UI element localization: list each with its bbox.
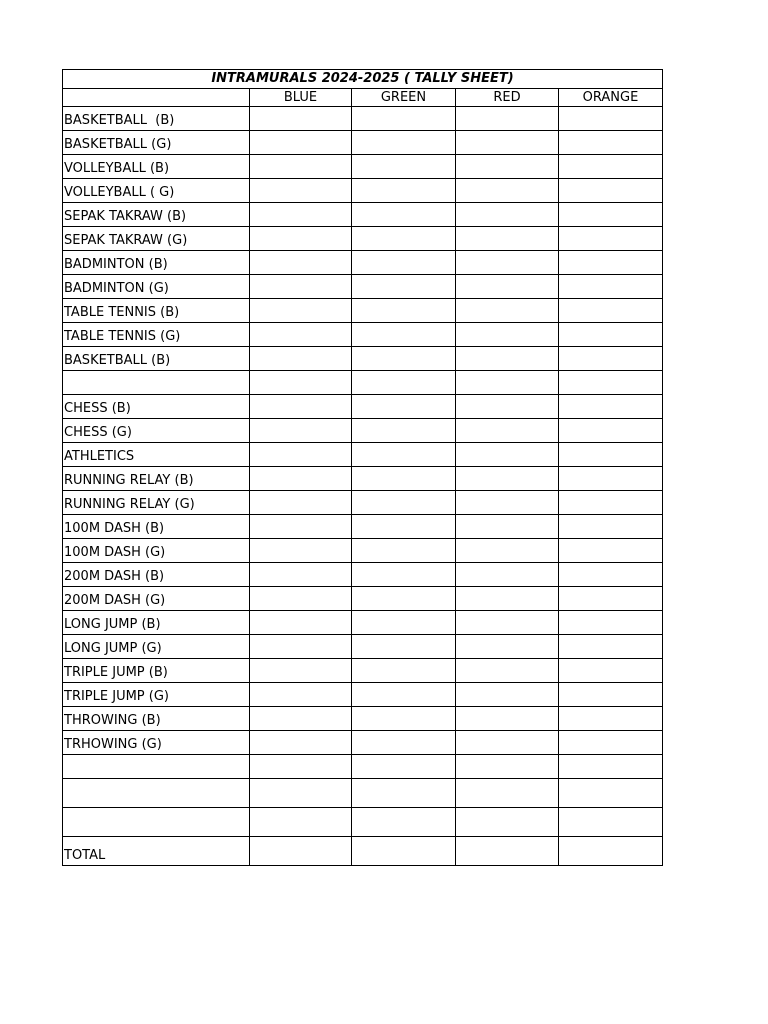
score-cell-orange[interactable] (559, 755, 663, 779)
title-row (63, 70, 663, 89)
score-cell-blue[interactable] (250, 611, 352, 635)
score-cell-red[interactable] (456, 419, 559, 443)
table-row (63, 563, 663, 587)
table-row (63, 467, 663, 491)
score-cell-red[interactable] (456, 683, 559, 707)
score-cell-orange[interactable] (559, 179, 663, 203)
event-name-cell: TRHOWING (G) (63, 731, 250, 755)
score-cell-green[interactable] (352, 491, 456, 515)
table-row (63, 539, 663, 563)
score-cell-red[interactable] (456, 731, 559, 755)
table-row (63, 755, 663, 779)
score-cell-red[interactable] (456, 611, 559, 635)
score-cell-red[interactable] (456, 707, 559, 731)
table-row (63, 611, 663, 635)
score-cell-orange[interactable] (559, 275, 663, 299)
event-name-cell: TABLE TENNIS (G) (63, 323, 250, 347)
score-cell-green[interactable] (352, 203, 456, 227)
table-row (63, 515, 663, 539)
table-row (63, 707, 663, 731)
score-cell-red[interactable] (456, 179, 559, 203)
score-cell-orange[interactable] (559, 467, 663, 491)
score-cell-blue[interactable] (250, 131, 352, 155)
score-cell-red[interactable] (456, 131, 559, 155)
score-cell-red[interactable] (456, 837, 559, 866)
score-cell-blue[interactable] (250, 659, 352, 683)
score-cell-green[interactable] (352, 539, 456, 563)
score-cell-red[interactable] (456, 251, 559, 275)
score-cell-red[interactable] (456, 808, 559, 837)
score-cell-green[interactable] (352, 779, 456, 808)
event-name-cell (63, 371, 250, 395)
score-cell-blue[interactable] (250, 419, 352, 443)
tally-sheet-body (63, 70, 663, 866)
score-cell-blue[interactable] (250, 251, 352, 275)
header-event-cell (63, 89, 250, 107)
score-cell-green[interactable] (352, 707, 456, 731)
event-name-cell (63, 779, 250, 808)
score-cell-red[interactable] (456, 539, 559, 563)
score-cell-green[interactable] (352, 587, 456, 611)
header-team-orange: ORANGE (559, 89, 663, 107)
table-row (63, 323, 663, 347)
event-name-cell: 200M DASH (G) (63, 587, 250, 611)
score-cell-orange[interactable] (559, 611, 663, 635)
score-cell-blue[interactable] (250, 347, 352, 371)
event-name-cell (63, 808, 250, 837)
score-cell-blue[interactable] (250, 227, 352, 251)
score-cell-blue[interactable] (250, 707, 352, 731)
table-row (63, 731, 663, 755)
tally-sheet-table (62, 69, 663, 866)
score-cell-red[interactable] (456, 323, 559, 347)
table-row (63, 587, 663, 611)
score-cell-blue[interactable] (250, 443, 352, 467)
score-cell-orange[interactable] (559, 131, 663, 155)
score-cell-red[interactable] (456, 395, 559, 419)
score-cell-red[interactable] (456, 755, 559, 779)
score-cell-red[interactable] (456, 203, 559, 227)
table-row (63, 155, 663, 179)
score-cell-orange[interactable] (559, 419, 663, 443)
score-cell-green[interactable] (352, 371, 456, 395)
score-cell-red[interactable] (456, 635, 559, 659)
score-cell-orange[interactable] (559, 107, 663, 131)
score-cell-blue[interactable] (250, 395, 352, 419)
table-row (63, 203, 663, 227)
score-cell-orange[interactable] (559, 563, 663, 587)
event-name-cell (63, 755, 250, 779)
header-team-green: GREEN (352, 89, 456, 107)
score-cell-orange[interactable] (559, 539, 663, 563)
score-cell-green[interactable] (352, 395, 456, 419)
score-cell-red[interactable] (456, 155, 559, 179)
score-cell-green[interactable] (352, 683, 456, 707)
score-cell-blue[interactable] (250, 731, 352, 755)
score-cell-orange[interactable] (559, 251, 663, 275)
table-row (63, 443, 663, 467)
event-name-cell: 100M DASH (G) (63, 539, 250, 563)
score-cell-green[interactable] (352, 107, 456, 131)
score-cell-orange[interactable] (559, 491, 663, 515)
event-name-cell: BASKETBALL (B) (63, 107, 250, 131)
score-cell-red[interactable] (456, 275, 559, 299)
table-row (63, 347, 663, 371)
table-row (63, 837, 663, 866)
score-cell-orange[interactable] (559, 155, 663, 179)
score-cell-red[interactable] (456, 299, 559, 323)
score-cell-blue[interactable] (250, 203, 352, 227)
score-cell-green[interactable] (352, 347, 456, 371)
table-row (63, 131, 663, 155)
score-cell-green[interactable] (352, 611, 456, 635)
score-cell-green[interactable] (352, 131, 456, 155)
score-cell-green[interactable] (352, 635, 456, 659)
event-name-cell: LONG JUMP (B) (63, 611, 250, 635)
score-cell-blue[interactable] (250, 808, 352, 837)
score-cell-orange[interactable] (559, 683, 663, 707)
score-cell-blue[interactable] (250, 323, 352, 347)
event-name-cell: BADMINTON (G) (63, 275, 250, 299)
table-row (63, 107, 663, 131)
score-cell-red[interactable] (456, 563, 559, 587)
table-row (63, 491, 663, 515)
event-name-cell: CHESS (B) (63, 395, 250, 419)
event-name-cell: TRIPLE JUMP (B) (63, 659, 250, 683)
score-cell-green[interactable] (352, 515, 456, 539)
score-cell-blue[interactable] (250, 491, 352, 515)
score-cell-orange[interactable] (559, 371, 663, 395)
score-cell-red[interactable] (456, 515, 559, 539)
table-row (63, 659, 663, 683)
score-cell-orange[interactable] (559, 659, 663, 683)
score-cell-orange[interactable] (559, 707, 663, 731)
score-cell-blue[interactable] (250, 275, 352, 299)
event-name-cell: SEPAK TAKRAW (B) (63, 203, 250, 227)
event-name-cell: LONG JUMP (G) (63, 635, 250, 659)
score-cell-blue[interactable] (250, 837, 352, 866)
header-row (63, 89, 663, 107)
score-cell-blue[interactable] (250, 755, 352, 779)
header-team-blue: BLUE (250, 89, 352, 107)
score-cell-orange[interactable] (559, 323, 663, 347)
score-cell-green[interactable] (352, 563, 456, 587)
score-cell-green[interactable] (352, 179, 456, 203)
event-name-cell: 200M DASH (B) (63, 563, 250, 587)
score-cell-orange[interactable] (559, 347, 663, 371)
score-cell-orange[interactable] (559, 779, 663, 808)
score-cell-red[interactable] (456, 467, 559, 491)
score-cell-red[interactable] (456, 107, 559, 131)
event-name-cell: SEPAK TAKRAW (G) (63, 227, 250, 251)
table-row (63, 371, 663, 395)
table-row (63, 779, 663, 808)
score-cell-blue[interactable] (250, 635, 352, 659)
sheet-title: INTRAMURALS 2024-2025 ( TALLY SHEET) (63, 70, 663, 89)
score-cell-orange[interactable] (559, 443, 663, 467)
event-name-cell: 100M DASH (B) (63, 515, 250, 539)
score-cell-orange[interactable] (559, 515, 663, 539)
table-row (63, 227, 663, 251)
score-cell-blue[interactable] (250, 563, 352, 587)
score-cell-blue[interactable] (250, 539, 352, 563)
header-team-red: RED (456, 89, 559, 107)
score-cell-orange[interactable] (559, 808, 663, 837)
event-name-cell: TOTAL (63, 837, 250, 866)
score-cell-orange[interactable] (559, 837, 663, 866)
score-cell-blue[interactable] (250, 515, 352, 539)
score-cell-orange[interactable] (559, 395, 663, 419)
table-row (63, 395, 663, 419)
score-cell-blue[interactable] (250, 779, 352, 808)
table-row (63, 275, 663, 299)
score-cell-green[interactable] (352, 275, 456, 299)
score-cell-red[interactable] (456, 443, 559, 467)
score-cell-green[interactable] (352, 155, 456, 179)
score-cell-green[interactable] (352, 419, 456, 443)
event-name-cell: ATHLETICS (63, 443, 250, 467)
event-name-cell: BADMINTON (B) (63, 251, 250, 275)
score-cell-blue[interactable] (250, 107, 352, 131)
event-name-cell: THROWING (B) (63, 707, 250, 731)
table-row (63, 299, 663, 323)
score-cell-green[interactable] (352, 251, 456, 275)
score-cell-green[interactable] (352, 659, 456, 683)
score-cell-red[interactable] (456, 347, 559, 371)
table-row (63, 635, 663, 659)
table-row (63, 808, 663, 837)
score-cell-blue[interactable] (250, 299, 352, 323)
table-row (63, 419, 663, 443)
score-cell-green[interactable] (352, 731, 456, 755)
event-name-cell: TABLE TENNIS (B) (63, 299, 250, 323)
score-cell-blue[interactable] (250, 587, 352, 611)
score-cell-green[interactable] (352, 808, 456, 837)
score-cell-green[interactable] (352, 837, 456, 866)
event-name-cell: TRIPLE JUMP (G) (63, 683, 250, 707)
score-cell-red[interactable] (456, 491, 559, 515)
event-name-cell: RUNNING RELAY (B) (63, 467, 250, 491)
score-cell-orange[interactable] (559, 635, 663, 659)
score-cell-green[interactable] (352, 467, 456, 491)
table-row (63, 251, 663, 275)
table-row (63, 179, 663, 203)
score-cell-green[interactable] (352, 755, 456, 779)
score-cell-blue[interactable] (250, 155, 352, 179)
score-cell-green[interactable] (352, 323, 456, 347)
event-name-cell: CHESS (G) (63, 419, 250, 443)
event-name-cell: VOLLEYBALL (B) (63, 155, 250, 179)
score-cell-blue[interactable] (250, 683, 352, 707)
score-cell-orange[interactable] (559, 227, 663, 251)
score-cell-orange[interactable] (559, 587, 663, 611)
score-cell-red[interactable] (456, 371, 559, 395)
score-cell-red[interactable] (456, 659, 559, 683)
score-cell-orange[interactable] (559, 731, 663, 755)
score-cell-green[interactable] (352, 299, 456, 323)
score-cell-red[interactable] (456, 587, 559, 611)
score-cell-blue[interactable] (250, 179, 352, 203)
score-cell-orange[interactable] (559, 203, 663, 227)
event-name-cell: BASKETBALL (G) (63, 131, 250, 155)
score-cell-red[interactable] (456, 779, 559, 808)
score-cell-blue[interactable] (250, 371, 352, 395)
score-cell-orange[interactable] (559, 299, 663, 323)
score-cell-blue[interactable] (250, 467, 352, 491)
table-row (63, 683, 663, 707)
score-cell-red[interactable] (456, 227, 559, 251)
event-name-cell: VOLLEYBALL ( G) (63, 179, 250, 203)
event-name-cell: BASKETBALL (B) (63, 347, 250, 371)
score-cell-green[interactable] (352, 443, 456, 467)
event-name-cell: RUNNING RELAY (G) (63, 491, 250, 515)
score-cell-green[interactable] (352, 227, 456, 251)
